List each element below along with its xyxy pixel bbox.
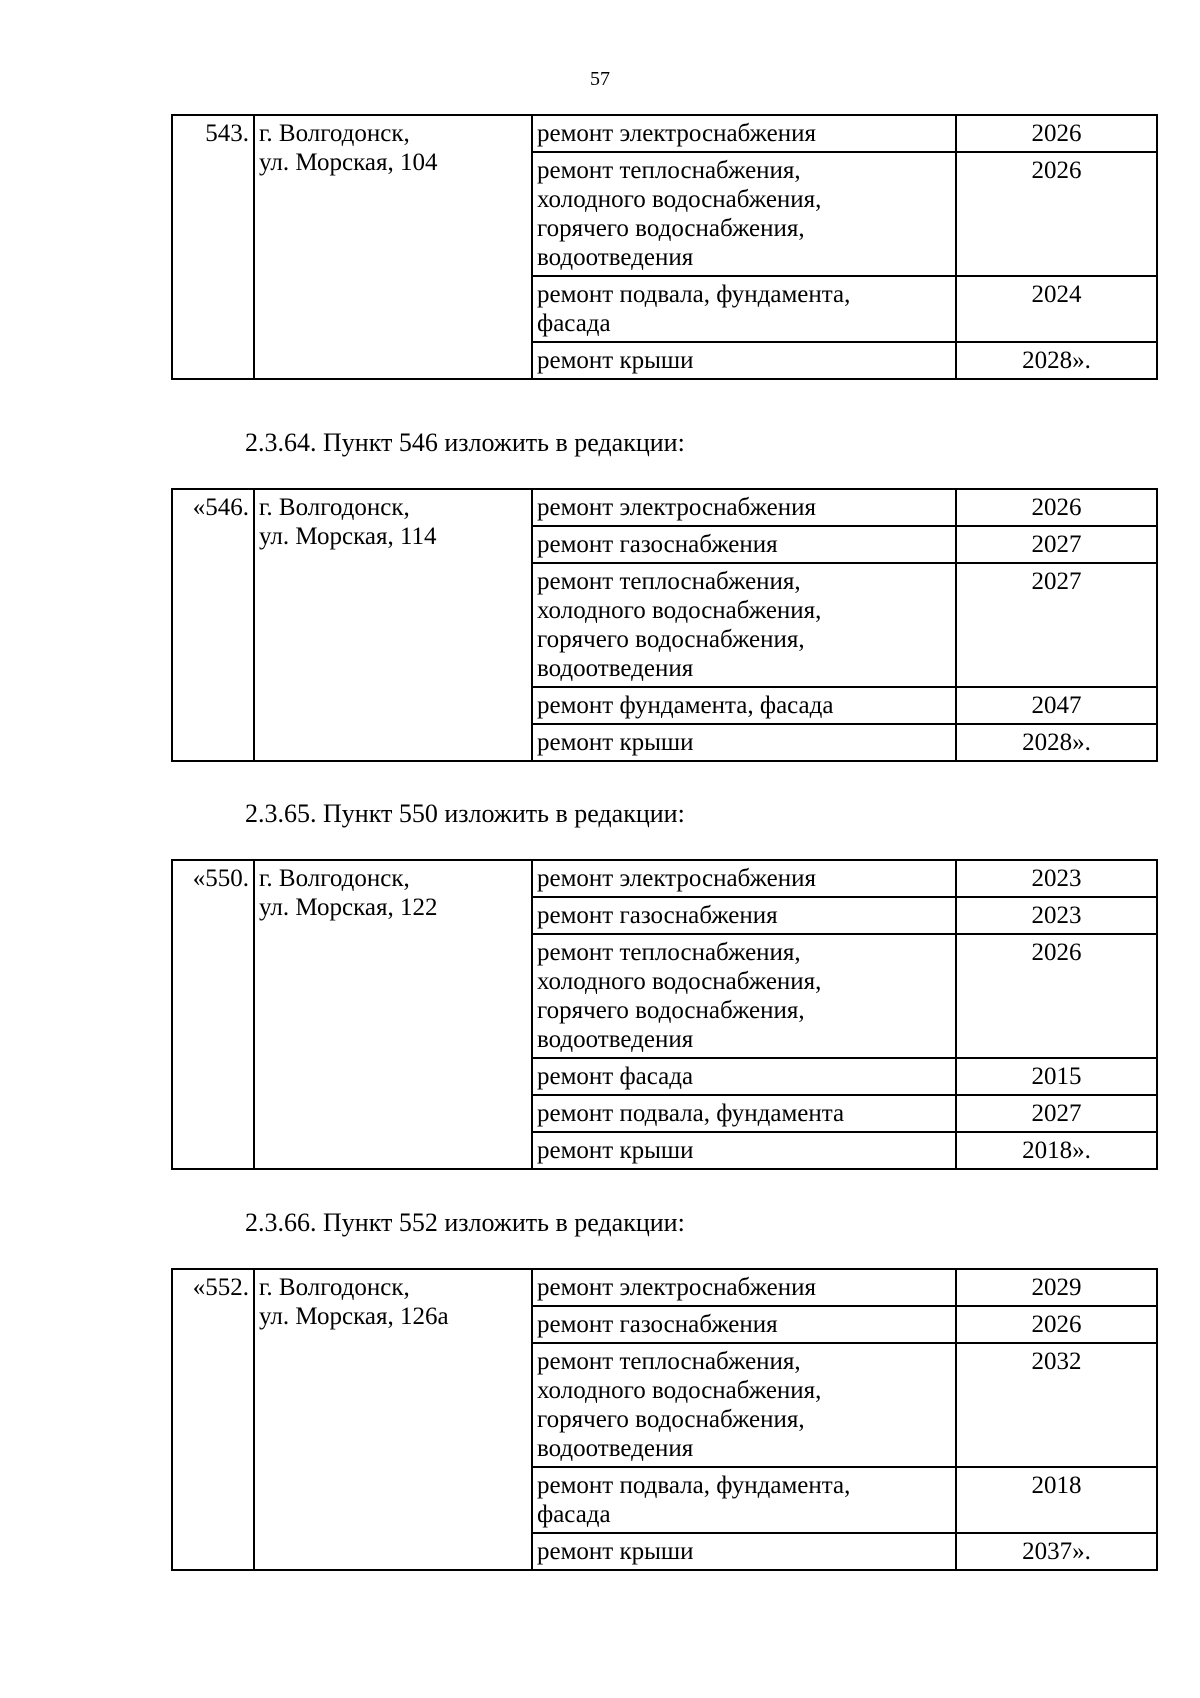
- work-type-line: ремонт фасада: [537, 1063, 694, 1090]
- year-cell: 2037».: [956, 1533, 1157, 1570]
- year-cell: 2029: [956, 1269, 1157, 1306]
- work-type-cell: [532, 489, 956, 526]
- work-type-cell: [532, 1306, 956, 1343]
- item-number: «552.: [172, 1269, 254, 1570]
- work-type-line: ремонт подвала, фундамента,: [537, 281, 851, 308]
- register-table: [171, 859, 1158, 1170]
- work-type-line: ремонт крыши: [537, 1538, 694, 1565]
- work-type-line: ремонт электроснабжения: [537, 865, 816, 892]
- work-type-cell: [532, 1058, 956, 1095]
- work-type-line: ремонт фундамента, фасада: [537, 692, 834, 719]
- work-type-cell: [532, 1095, 956, 1132]
- table-546: [171, 488, 1156, 762]
- year-cell: 2023: [956, 897, 1157, 934]
- table-552: [171, 1268, 1156, 1571]
- work-type-line: водоотведения: [537, 244, 694, 271]
- year-cell: 2028».: [956, 342, 1157, 379]
- address-cell: [254, 1269, 532, 1570]
- work-type-line: ремонт крыши: [537, 729, 694, 756]
- work-type-line: фасада: [537, 1501, 611, 1528]
- work-type-line: ремонт подвала, фундамента,: [537, 1472, 851, 1499]
- item-number: «550.: [172, 860, 254, 1169]
- year-cell: 2028».: [956, 724, 1157, 761]
- work-type-line: ремонт газоснабжения: [537, 531, 778, 558]
- register-table: [171, 114, 1158, 380]
- work-type-cell: [532, 1533, 956, 1570]
- item-number: «546.: [172, 489, 254, 761]
- work-type-cell: [532, 526, 956, 563]
- work-type-line: горячего водоснабжения,: [537, 997, 805, 1024]
- work-type-line: ремонт электроснабжения: [537, 1274, 816, 1301]
- work-type-line: горячего водоснабжения,: [537, 626, 805, 653]
- work-type-line: холодного водоснабжения,: [537, 1377, 822, 1404]
- work-type-cell: [532, 934, 956, 1058]
- year-cell: 2024: [956, 276, 1157, 342]
- work-type-cell: [532, 897, 956, 934]
- year-cell: 2026: [956, 152, 1157, 276]
- year-cell: 2027: [956, 563, 1157, 687]
- item-number: 543.: [172, 115, 254, 379]
- work-type-line: ремонт газоснабжения: [537, 902, 778, 929]
- register-table: [171, 488, 1158, 762]
- work-type-cell: [532, 115, 956, 152]
- year-cell: 2026: [956, 115, 1157, 152]
- work-type-cell: [532, 563, 956, 687]
- work-type-line: ремонт крыши: [537, 1137, 694, 1164]
- register-table: [171, 1268, 1158, 1571]
- section-heading-2-3-65: 2.3.65. Пункт 550 изложить в редакции:: [245, 799, 685, 828]
- section-heading-2-3-66: 2.3.66. Пункт 552 изложить в редакции:: [245, 1208, 685, 1237]
- work-type-cell: [532, 152, 956, 276]
- work-type-line: ремонт электроснабжения: [537, 120, 816, 147]
- work-type-cell: [532, 687, 956, 724]
- work-type-cell: [532, 1467, 956, 1533]
- work-type-line: ремонт газоснабжения: [537, 1311, 778, 1338]
- work-type-line: ремонт теплоснабжения,: [537, 939, 801, 966]
- year-cell: 2026: [956, 489, 1157, 526]
- year-cell: 2026: [956, 1306, 1157, 1343]
- table-row: [172, 860, 1157, 897]
- year-cell: 2026: [956, 934, 1157, 1058]
- address-cell: [254, 115, 532, 379]
- year-cell: 2047: [956, 687, 1157, 724]
- address-line: ул. Морская, 114: [259, 523, 437, 550]
- address-cell: [254, 489, 532, 761]
- table-row: [172, 489, 1157, 526]
- table-543: [171, 114, 1156, 380]
- address-cell: [254, 860, 532, 1169]
- section-heading-2-3-64: 2.3.64. Пункт 546 изложить в редакции:: [245, 428, 685, 457]
- work-type-line: ремонт электроснабжения: [537, 494, 816, 521]
- address-line: ул. Морская, 126а: [259, 1303, 449, 1330]
- work-type-line: холодного водоснабжения,: [537, 968, 822, 995]
- address-line: г. Волгодонск,: [259, 120, 410, 147]
- year-cell: 2018: [956, 1467, 1157, 1533]
- page-number: 57: [590, 68, 610, 90]
- work-type-line: водоотведения: [537, 655, 694, 682]
- address-line: г. Волгодонск,: [259, 494, 410, 521]
- work-type-cell: [532, 1343, 956, 1467]
- work-type-line: ремонт подвала, фундамента: [537, 1100, 845, 1127]
- table-550: [171, 859, 1156, 1170]
- work-type-line: фасада: [537, 310, 611, 337]
- work-type-line: горячего водоснабжения,: [537, 215, 805, 242]
- table-row: [172, 115, 1157, 152]
- year-cell: 2018».: [956, 1132, 1157, 1169]
- work-type-cell: [532, 860, 956, 897]
- table-row: [172, 1269, 1157, 1306]
- work-type-line: ремонт теплоснабжения,: [537, 1348, 801, 1375]
- address-line: г. Волгодонск,: [259, 865, 410, 892]
- work-type-cell: [532, 1132, 956, 1169]
- year-cell: 2023: [956, 860, 1157, 897]
- work-type-line: холодного водоснабжения,: [537, 186, 822, 213]
- work-type-line: водоотведения: [537, 1026, 694, 1053]
- work-type-cell: [532, 1269, 956, 1306]
- address-line: г. Волгодонск,: [259, 1274, 410, 1301]
- work-type-line: горячего водоснабжения,: [537, 1406, 805, 1433]
- work-type-line: ремонт крыши: [537, 347, 694, 374]
- work-type-cell: [532, 276, 956, 342]
- year-cell: 2032: [956, 1343, 1157, 1467]
- work-type-line: водоотведения: [537, 1435, 694, 1462]
- work-type-cell: [532, 724, 956, 761]
- year-cell: 2015: [956, 1058, 1157, 1095]
- year-cell: 2027: [956, 1095, 1157, 1132]
- work-type-line: ремонт теплоснабжения,: [537, 568, 801, 595]
- work-type-line: ремонт теплоснабжения,: [537, 157, 801, 184]
- address-line: ул. Морская, 122: [259, 894, 438, 921]
- work-type-cell: [532, 342, 956, 379]
- address-line: ул. Морская, 104: [259, 149, 438, 176]
- work-type-line: холодного водоснабжения,: [537, 597, 822, 624]
- year-cell: 2027: [956, 526, 1157, 563]
